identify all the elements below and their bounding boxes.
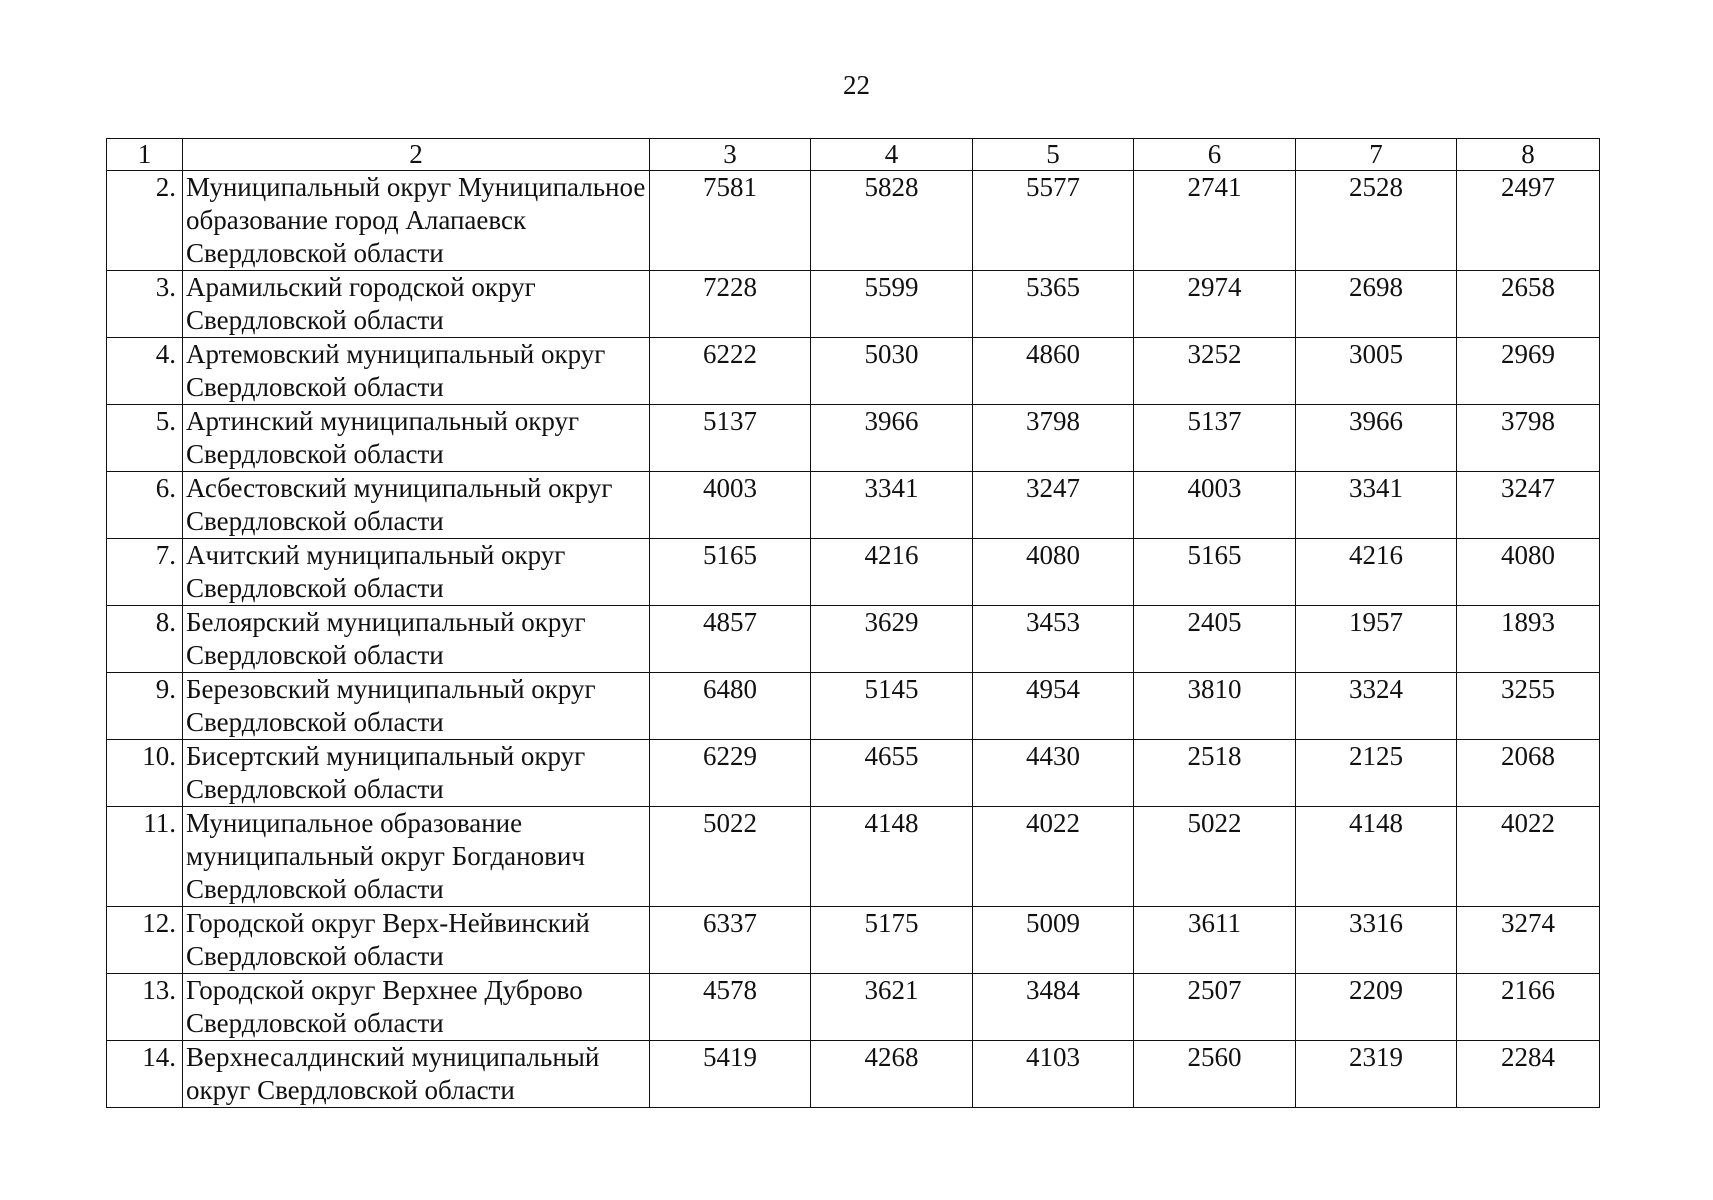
table-row xyxy=(107,472,1600,539)
table-row xyxy=(107,807,1600,907)
value-cell: 3324 xyxy=(1296,673,1457,740)
value-cell: 3247 xyxy=(973,472,1134,539)
value-cell: 4860 xyxy=(973,338,1134,405)
value-cell: 7228 xyxy=(650,271,811,338)
value-cell: 2209 xyxy=(1296,974,1457,1041)
municipality-name-cell: Городской округ Верхнее Дуброво Свердловской области xyxy=(183,974,650,1041)
row-number-cell: 4. xyxy=(107,338,183,405)
header-cell: 6 xyxy=(1134,139,1296,171)
value-cell: 4216 xyxy=(811,539,973,606)
municipality-name-cell: Белоярский муниципальный округ Свердловской области xyxy=(183,606,650,673)
value-cell: 4578 xyxy=(650,974,811,1041)
value-cell: 3629 xyxy=(811,606,973,673)
row-number-cell: 7. xyxy=(107,539,183,606)
value-cell: 2405 xyxy=(1134,606,1296,673)
value-cell: 4080 xyxy=(1457,539,1600,606)
table-row xyxy=(107,606,1600,673)
value-cell: 2528 xyxy=(1296,171,1457,271)
row-number-cell: 10. xyxy=(107,740,183,807)
value-cell: 5165 xyxy=(650,539,811,606)
header-cell: 1 xyxy=(107,139,183,171)
table-row xyxy=(107,1041,1600,1108)
value-cell: 4216 xyxy=(1296,539,1457,606)
table-row xyxy=(107,740,1600,807)
value-cell: 4857 xyxy=(650,606,811,673)
value-cell: 3484 xyxy=(973,974,1134,1041)
table-row xyxy=(107,271,1600,338)
value-cell: 5599 xyxy=(811,271,973,338)
header-cell: 4 xyxy=(811,139,973,171)
row-number-cell: 3. xyxy=(107,271,183,338)
table-row xyxy=(107,539,1600,606)
value-cell: 6229 xyxy=(650,740,811,807)
value-cell: 3611 xyxy=(1134,907,1296,974)
value-cell: 2741 xyxy=(1134,171,1296,271)
municipality-name-cell: Муниципальное образование муниципальный округ Богданович Свердловской области xyxy=(183,807,650,907)
value-cell: 4148 xyxy=(1296,807,1457,907)
value-cell: 6480 xyxy=(650,673,811,740)
value-cell: 6337 xyxy=(650,907,811,974)
value-cell: 3316 xyxy=(1296,907,1457,974)
value-cell: 2560 xyxy=(1134,1041,1296,1108)
value-cell: 3621 xyxy=(811,974,973,1041)
value-cell: 4003 xyxy=(650,472,811,539)
table-body xyxy=(107,171,1600,1108)
value-cell: 5365 xyxy=(973,271,1134,338)
value-cell: 4430 xyxy=(973,740,1134,807)
value-cell: 4022 xyxy=(973,807,1134,907)
value-cell: 5137 xyxy=(1134,405,1296,472)
header-cell: 3 xyxy=(650,139,811,171)
value-cell: 4022 xyxy=(1457,807,1600,907)
value-cell: 3966 xyxy=(1296,405,1457,472)
value-cell: 2319 xyxy=(1296,1041,1457,1108)
row-number-cell: 6. xyxy=(107,472,183,539)
value-cell: 5137 xyxy=(650,405,811,472)
value-cell: 2166 xyxy=(1457,974,1600,1041)
value-cell: 4655 xyxy=(811,740,973,807)
row-number-cell: 12. xyxy=(107,907,183,974)
value-cell: 3274 xyxy=(1457,907,1600,974)
row-number-cell: 2. xyxy=(107,171,183,271)
value-cell: 1957 xyxy=(1296,606,1457,673)
value-cell: 3453 xyxy=(973,606,1134,673)
value-cell: 2507 xyxy=(1134,974,1296,1041)
value-cell: 5030 xyxy=(811,338,973,405)
header-cell: 5 xyxy=(973,139,1134,171)
value-cell: 2698 xyxy=(1296,271,1457,338)
header-cell: 7 xyxy=(1296,139,1457,171)
table-row xyxy=(107,338,1600,405)
header-cell: 8 xyxy=(1457,139,1600,171)
value-cell: 3341 xyxy=(811,472,973,539)
municipality-name-cell: Артемовский муниципальный округ Свердловской области xyxy=(183,338,650,405)
page-number: 22 xyxy=(843,70,870,100)
value-cell: 4954 xyxy=(973,673,1134,740)
table-header xyxy=(107,139,1600,171)
row-number-cell: 13. xyxy=(107,974,183,1041)
value-cell: 5828 xyxy=(811,171,973,271)
row-number-cell: 9. xyxy=(107,673,183,740)
municipality-name-cell: Верхнесалдинский муниципальный округ Свердловской области xyxy=(183,1041,650,1108)
value-cell: 5577 xyxy=(973,171,1134,271)
municipality-name-cell: Муниципальный округ Муниципальное образование город Алапаевск Свердловской области xyxy=(183,171,650,271)
value-cell: 3798 xyxy=(973,405,1134,472)
value-cell: 2068 xyxy=(1457,740,1600,807)
municipality-name-cell: Асбестовский муниципальный округ Свердловской области xyxy=(183,472,650,539)
value-cell: 2125 xyxy=(1296,740,1457,807)
value-cell: 3252 xyxy=(1134,338,1296,405)
value-cell: 5009 xyxy=(973,907,1134,974)
row-number-cell: 8. xyxy=(107,606,183,673)
value-cell: 4103 xyxy=(973,1041,1134,1108)
value-cell: 5165 xyxy=(1134,539,1296,606)
value-cell: 4080 xyxy=(973,539,1134,606)
row-number-cell: 14. xyxy=(107,1041,183,1108)
data-table xyxy=(106,138,1600,1108)
row-number-cell: 11. xyxy=(107,807,183,907)
table-row xyxy=(107,171,1600,271)
row-number-cell: 5. xyxy=(107,405,183,472)
value-cell: 4148 xyxy=(811,807,973,907)
value-cell: 2969 xyxy=(1457,338,1600,405)
value-cell: 5022 xyxy=(1134,807,1296,907)
value-cell: 5145 xyxy=(811,673,973,740)
table-row xyxy=(107,405,1600,472)
value-cell: 3341 xyxy=(1296,472,1457,539)
table-row xyxy=(107,907,1600,974)
municipality-name-cell: Березовский муниципальный округ Свердловской области xyxy=(183,673,650,740)
value-cell: 3247 xyxy=(1457,472,1600,539)
value-cell: 2974 xyxy=(1134,271,1296,338)
value-cell: 4268 xyxy=(811,1041,973,1108)
table-row xyxy=(107,673,1600,740)
value-cell: 3005 xyxy=(1296,338,1457,405)
value-cell: 3798 xyxy=(1457,405,1600,472)
value-cell: 5175 xyxy=(811,907,973,974)
header-row xyxy=(107,139,1600,171)
value-cell: 2497 xyxy=(1457,171,1600,271)
value-cell: 4003 xyxy=(1134,472,1296,539)
value-cell: 5419 xyxy=(650,1041,811,1108)
value-cell: 2518 xyxy=(1134,740,1296,807)
value-cell: 5022 xyxy=(650,807,811,907)
municipality-name-cell: Городской округ Верх-Нейвинский Свердловской области xyxy=(183,907,650,974)
value-cell: 7581 xyxy=(650,171,811,271)
value-cell: 2658 xyxy=(1457,271,1600,338)
municipality-name-cell: Артинский муниципальный округ Свердловской области xyxy=(183,405,650,472)
table-row xyxy=(107,974,1600,1041)
header-cell: 2 xyxy=(183,139,650,171)
value-cell: 6222 xyxy=(650,338,811,405)
municipality-name-cell: Ачитский муниципальный округ Свердловской области xyxy=(183,539,650,606)
value-cell: 2284 xyxy=(1457,1041,1600,1108)
value-cell: 3966 xyxy=(811,405,973,472)
municipality-name-cell: Арамильский городской округ Свердловской области xyxy=(183,271,650,338)
value-cell: 3255 xyxy=(1457,673,1600,740)
value-cell: 3810 xyxy=(1134,673,1296,740)
municipality-name-cell: Бисертский муниципальный округ Свердловской области xyxy=(183,740,650,807)
value-cell: 1893 xyxy=(1457,606,1600,673)
